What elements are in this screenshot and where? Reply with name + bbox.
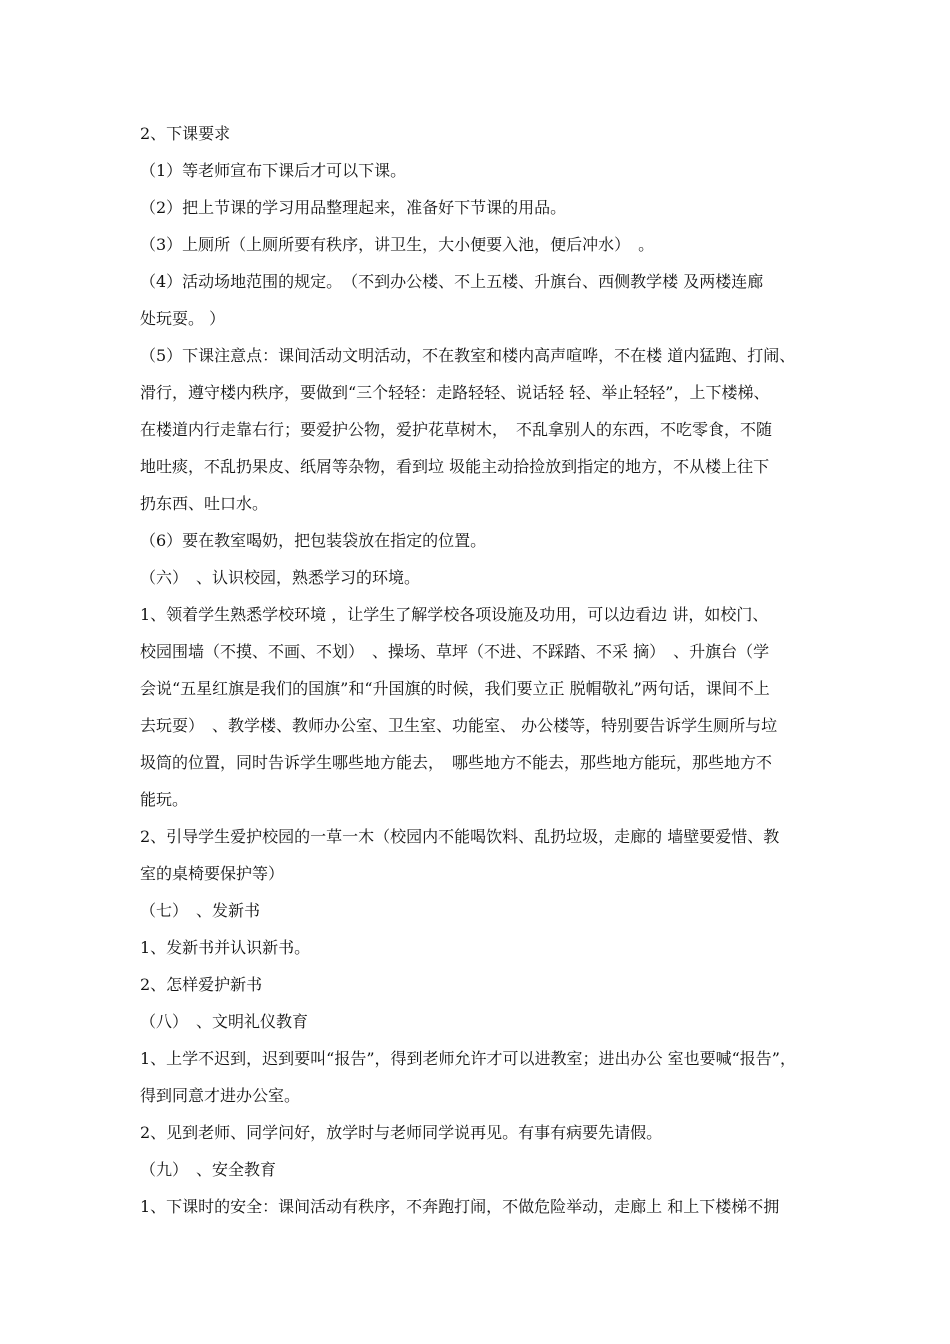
text-line: 1、发新书并认识新书。 [140,938,311,957]
text-line: 1、上学不迟到，迟到要叫“报告”，得到老师允许才可以进教室；进出办公 室也要喊“报告”， [140,1049,796,1068]
paragraph [140,1040,810,1114]
text-line: （七） 、发新书 [140,901,261,920]
text-line: 2、怎样爱护新书 [140,975,263,994]
text-line: （6）要在教室喝奶，把包装袋放在指定的位置。 [140,531,487,550]
text-line: （2）把上节课的学习用品整理起来，准备好下节课的用品。 [140,198,567,217]
paragraph [140,226,810,263]
text-line: 2、下课要求 [140,124,231,143]
text-line: 地吐痰，不乱扔果皮、纸屑等杂物，看到垃 圾能主动拾捡放到指定的地方，不从楼上往下 [140,457,770,476]
text-line: （4）活动场地范围的规定。 （不到办公楼、不上五楼、升旗台、西侧教学楼 及两楼连廊 [140,272,764,291]
paragraph [140,1114,810,1151]
paragraph [140,189,810,226]
paragraph [140,337,810,522]
paragraph [140,596,810,818]
text-line: （六） 、认识校园，熟悉学习的环境。 [140,568,421,587]
text-line: （3）上厕所（上厕所要有秩序，讲卫生，大小便要入池，便后冲水） 。 [140,235,655,254]
paragraph [140,152,810,189]
text-line: 处玩耍。 ） [140,309,226,328]
paragraph [140,892,810,929]
text-line: 会说“五星红旗是我们的国旗”和“升国旗的时候，我们要立正 脱帽敬礼”两句话，课间不上 [140,679,770,698]
paragraph [140,115,810,152]
text-line: 校园围墙（不摸、不画、不划） 、操场、草坪（不进、不踩踏、不采 摘） 、升旗台（学 [140,642,770,661]
text-line: （九） 、安全教育 [140,1160,277,1179]
text-line: 2、引导学生爱护校园的一草一木（校园内不能喝饮料、乱扔垃圾，走廊的 墙壁要爱惜、教 [140,827,780,846]
paragraph [140,559,810,596]
text-line: （1）等老师宣布下课后才可以下课。 [140,161,407,180]
text-line: 圾筒的位置，同时告诉学生哪些地方能去， 哪些地方不能去，那些地方能玩，那些地方不 [140,753,773,772]
text-line: 1、领着学生熟悉学校环境 ，让学生了解学校各项设施及功用，可以边看边 讲，如校门、 [140,605,769,624]
text-line: 扔东西、吐口水。 [140,494,269,513]
text-line: （八） 、文明礼仪教育 [140,1012,309,1031]
text-line: 1、下课时的安全：课间活动有秩序，不奔跑打闹，不做危险举动，走廊上 和上下楼梯不拥 [140,1197,780,1216]
text-line: 去玩耍） 、教学楼、教师办公室、卫生室、功能室、 办公楼等，特别要告诉学生厕所与垃 [140,716,778,735]
text-line: 滑行，遵守楼内秩序，要做到“三个轻轻：走路轻轻、说话轻 轻、举止轻轻”，上下楼梯、 [140,383,770,402]
text-line: 2、见到老师、同学问好，放学时与老师同学说再见。有事有病要先请假。 [140,1123,663,1142]
text-line: 在楼道内行走靠右行；要爱护公物，爱护花草树木， 不乱拿别人的东西，不吃零食，不随 [140,420,773,439]
paragraph [140,1003,810,1040]
paragraph [140,522,810,559]
text-line: 得到同意才进办公室。 [140,1086,301,1105]
paragraph [140,929,810,966]
text-line: 能玩。 [140,790,189,809]
paragraph [140,966,810,1003]
paragraph [140,818,810,892]
paragraph [140,263,810,337]
text-line: （5）下课注意点：课间活动文明活动，不在教室和楼内高声喧哗，不在楼 道内猛跑、打闹、 [140,346,796,365]
text-line: 室的桌椅要保护等） [140,864,285,883]
paragraph [140,1188,810,1225]
paragraph [140,1151,810,1188]
